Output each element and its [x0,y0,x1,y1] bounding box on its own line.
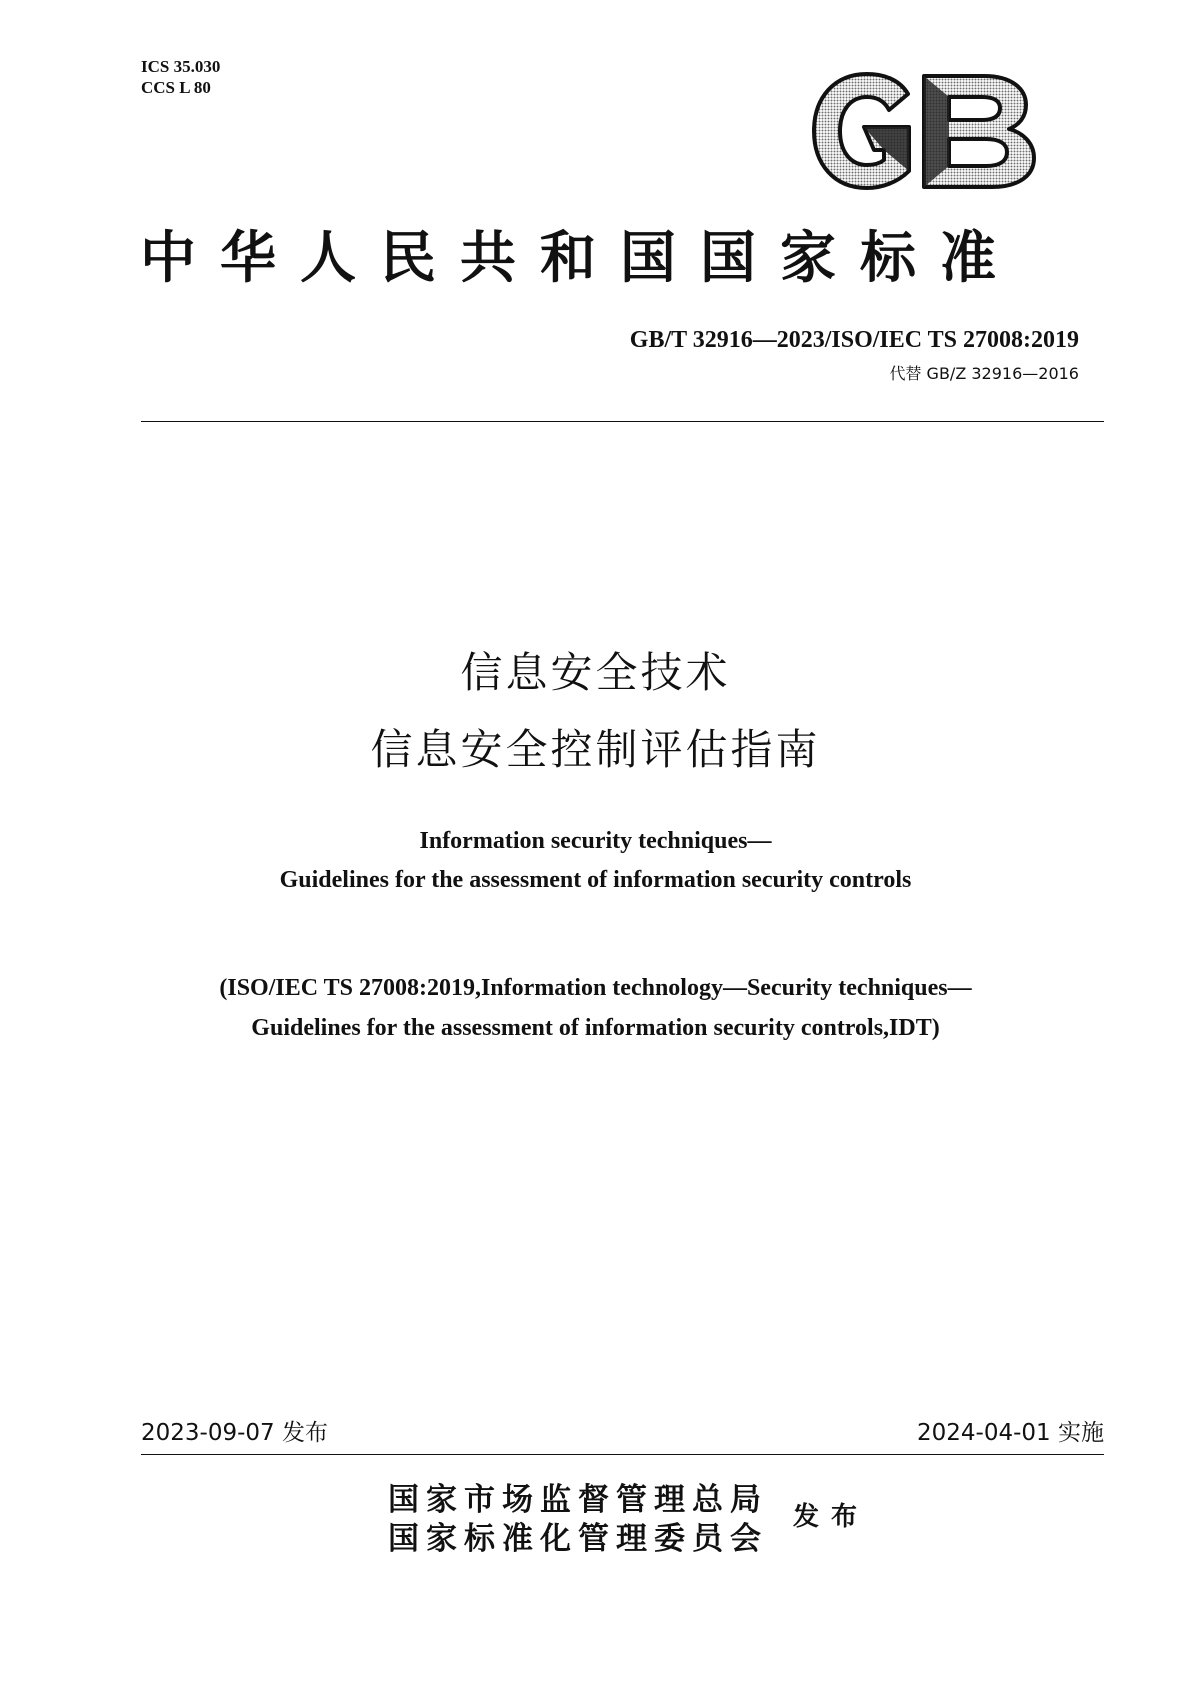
standard-number: GB/T 32916—2023/ISO/IEC TS 27008:2019 [629,327,1079,353]
replaces-standard: 代替 GB/Z 32916—2016 [889,364,1079,383]
adoption-statement-line-2: Guidelines for the assessment of information security controls,IDT) [251,1015,940,1041]
header-divider [141,421,1104,422]
publisher-samr: 国家市场监督管理总局 [388,1482,768,1518]
issue-date: 2023-09-07 发布 [141,1420,328,1446]
adoption-statement-line-1: (ISO/IEC TS 27008:2019,Information technology—Security techniques— [219,975,972,1001]
implementation-date: 2024-04-01 实施 [917,1420,1104,1446]
chinese-title-line-2: 信息安全控制评估指南 [370,725,821,774]
publisher-sac: 国家标准化管理委员会 [388,1521,768,1557]
ics-code: ICS 35.030 [141,57,221,76]
chinese-title-line-1: 信息安全技术 [460,648,731,697]
classification-codes [141,56,220,98]
national-standard-title: 中华人民共和国国家标准 [140,226,1020,291]
publish-label: 发布 [793,1502,870,1532]
english-title-line-1: Information security techniques— [419,828,772,854]
ccs-code: CCS L 80 [141,78,211,97]
gb-logo [812,72,1038,190]
english-title-line-2: Guidelines for the assessment of information security controls [279,867,912,893]
footer-divider [141,1454,1104,1455]
